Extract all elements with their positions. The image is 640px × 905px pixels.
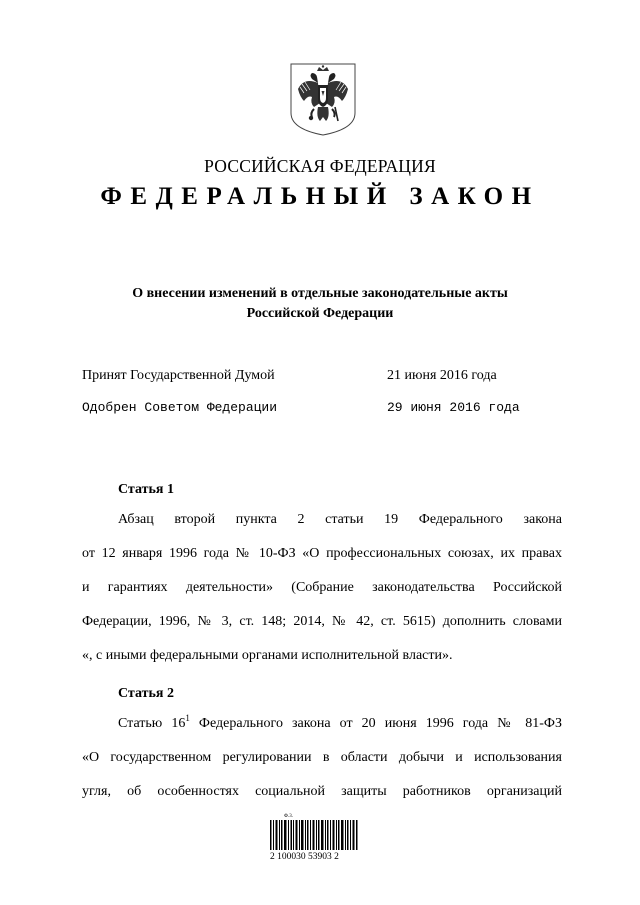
article-2-line-1-end: Федерального закона от 20 июня 1996 года № 81-ФЗ xyxy=(189,716,562,731)
document-barcode xyxy=(270,814,358,872)
document-type-heading: ФЕДЕРАЛЬНЫЙ ЗАКОН xyxy=(100,183,540,210)
law-title xyxy=(0,284,640,324)
article-1-title: Статья 1 xyxy=(118,482,174,497)
article-2-line: угля, об особенностях социальной защиты работников организаций xyxy=(82,784,562,799)
article-2-line: «О государственном регулировании в области добычи и использования xyxy=(82,750,562,765)
article-2-line xyxy=(118,713,562,736)
article-1-line: «, с иными федеральными органами исполнительной власти». xyxy=(82,648,453,663)
article-2-title: Статья 2 xyxy=(118,686,174,701)
council-date: 29 июня 2016 года xyxy=(387,400,520,415)
article-2-superscript: 1 xyxy=(185,713,190,723)
law-title-line-2: Российской Федерации xyxy=(246,306,394,321)
duma-date: 21 июня 2016 года xyxy=(387,368,497,383)
article-1-line: Федерации, 1996, № 3, ст. 148; 2014, № 42, ст. 5615) дополнить словами xyxy=(82,614,562,629)
council-label: Одобрен Советом Федерации xyxy=(82,400,278,415)
article-1-line: и гарантиях деятельности» (Собрание законодательства Российской xyxy=(82,580,562,595)
article-2-line-1-start: Статью 16 xyxy=(118,716,186,731)
article-1-line: Абзац второй пункта 2 статьи 19 Федерального закона xyxy=(118,512,562,527)
barcode-number: 2 100030 53903 2 xyxy=(270,852,339,862)
law-title-line-1: О внесении изменений в отдельные законодательные акты xyxy=(132,286,508,301)
coat-of-arms-emblem xyxy=(290,63,356,136)
barcode-bars xyxy=(270,820,358,850)
article-1-line: от 12 января 1996 года № 10-ФЗ «О профессиональных союзах, их правах xyxy=(82,546,562,561)
country-heading: РОССИЙСКАЯ ФЕДЕРАЦИЯ xyxy=(204,156,436,176)
duma-label: Принят Государственной Думой xyxy=(82,368,275,383)
barcode-top-text: Ф.3. xyxy=(284,814,293,819)
